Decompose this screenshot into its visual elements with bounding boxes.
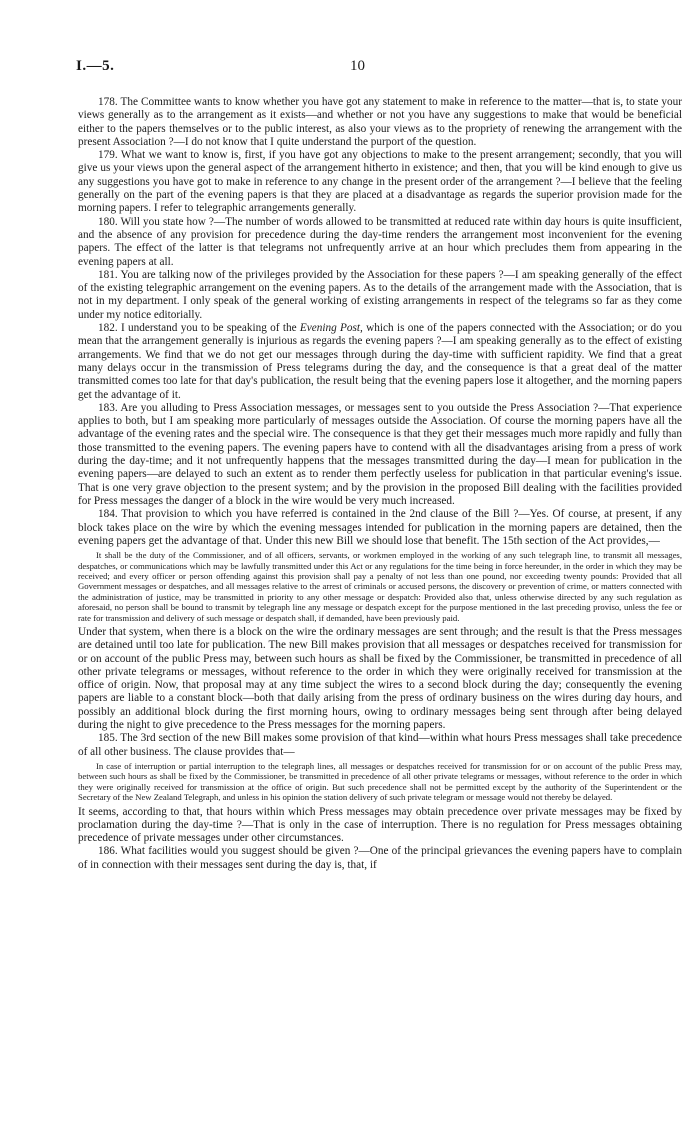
newspaper-title: Evening Post, — [299, 322, 363, 335]
paragraph-185-continued: It seems, according to that, that hours within which Press messages may obtain precedence over private messages may be fixed by proclamation during the day-time ?—That is only in the case of interruption. There is no regulation for Press messages obtaining precedence of private messages under other circumstances. — [78, 805, 682, 845]
paragraph-183: 183. Are you alluding to Press Association messages, or messages sent to you outside the Press Association ?—That experience applies to both, but I am speaking more particularly of messages outside the Association. Of course the morning papers have all the advantage of the evening rates and the special wire. The consequence is that they get their messages much more rapidly and fully than those transmitted to the evening papers. The evening papers have to contend with all the disadvantages arising from a press of work during the day-time; and it not unfrequently happens that the messages transmitted during the day—I mean for publication in the evening papers—are delayed to such an extent as to render them perfectly useless for publication in that particular evening's issue. That is one very grave objection to the present system; and by the provision in the proposed Bill dealing with the facilities provided for Press messages the danger of a block in the wire would be very much increased. — [78, 401, 682, 507]
paragraph-185: 185. The 3rd section of the new Bill makes some provision of that kind—within what hours Press messages shall take precedence of all other business. The clause provides that— — [78, 732, 682, 758]
paragraph-181: 181. You are talking now of the privileges provided by the Association for these papers ?—I am speaking generally of the effect of the existing telegraphic arrangement on the evening papers. As to the details of the arrangement made with the Association, that is not in my department. I only speak of the general working of existing arrangements in respect of the telegrams so far as they come under my notice editorially. — [78, 268, 682, 321]
act-section-15-quote: It shall be the duty of the Commissioner, and of all officers, servants, or workmen employed in the working of any such telegraph line, to transmit all messages, despatches, or communications which may be lawfully transmitted under this Act or any regulations for the time being in force hereunder, in the order in which they may be received; and every officer or person offending against this provision shall pay a penalty of not less than one pound, nor exceeding twenty pounds: Provided that all Government messages or despatches, and all messages relative to the arrest of criminals or accused persons, the discovery or prevention of crime, or matters connected with the administration of justice, may be transmitted in priority to any other message or despatch: Provided also that, unless otherwise directed by any such regulation as aforesaid, no person shall be bound to transmit by telegraph line any message or despatch except for the purpose mentioned in the last preceding proviso, unless the fee or rate for transmission and delivery of such message or despatch shall, if demanded, have been previously paid. — [78, 550, 682, 623]
page-number: 10 — [350, 58, 365, 74]
paragraph-180: 180. Will you state how ?—The number of words allowed to be transmitted at reduced rate within day hours is quite insufficient, and the absence of any provision for precedence during the day-time renders the arrangement most inconvenient for the evening papers. The effect of the latter is that telegrams not unfrequently arrive at an hour which precludes them from appearing in the evening papers at all. — [78, 215, 682, 268]
document-reference: I.—5. — [76, 58, 115, 74]
paragraph-182-rest: which is one of the papers connected with the Association; or do you mean that the arrangement generally is injurious as regards the evening papers ?—I am speaking generally as to the effect of existing arrangements. We find that we do not get our messages through during the day-time with sufficient rapidity. We find that a great many delays occur in the transmission of Press telegrams during the day, and the consequence is that a great deal of the matter transmitted comes too late for that day's publication, the result being that the evening papers lose it altogether, and the morning papers get the advantage of it. — [78, 322, 682, 401]
paragraph-184: 184. That provision to which you have referred is contained in the 2nd clause of the Bill ?—Yes. Of course, at present, if any block takes place on the wire by which the evening messages intended for publication in the morning papers are detained, then the evening papers get the advantage of that. Under this new Bill we should lose that benefit. The 15th section of the Act provides,— — [78, 508, 682, 547]
paragraph-184-continued: Under that system, when there is a block on the wire the ordinary messages are sent through; and the result is that the Press messages are detained until too late for publication. The new Bill makes provision that all messages or despatches received for transmission for or on account of the public Press may, between such hours as shall be fixed by the Commissioner, be transmitted in precedence of all other private telegrams or messages, without reference to the order in which they were originally received for transmission at the office of origin. Now, that proposal may at any time subject the wires to a second block during the day; consequently the evening papers are liable to a constant block—both that daily arising from the press of ordinary business on the wires during day hours, and possibly an additional block during the first morning hours, owing to ordinary messages being sent through after being delayed during the night to give precedence to the Press messages for the morning papers. — [78, 625, 682, 732]
page-header — [78, 58, 682, 78]
paragraph-186: 186. What facilities would you suggest should be given ?—One of the principal grievances the evening papers have to complain of in connection with their messages sent during the day is, that, if — [78, 845, 682, 871]
document-page — [78, 58, 682, 872]
paragraph-178: 178. The Committee wants to know whether you have got any statement to make in reference to the matter—that is, to state your views generally as to the arrangement as it exists—and whether or not you have any suggestions to make that would be beneficial either to the papers themselves or to the public interest, as also your views as to the propriety of renewing the arrangement with the present Association ?—I do not know that I quite understand the purport of the question. — [78, 96, 682, 148]
bill-clause-quote: In case of interruption or partial interruption to the telegraph lines, all messages or despatches received for transmission for or on account of the public Press may, between such hours as shall be fixed by the Commissioner, be transmitted in precedence of all other private telegrams or messages, without reference to the order in which they were originally received for transmission at the office of origin. But such precedence shall not be permitted except by the authority of the Superintendent or the Secretary of the New Zealand Telegraph, and unless in his opinion the station delivery of such private telegram or message would not thereby be delayed. — [78, 760, 682, 803]
paragraph-182-start: 182. I understand you to be speaking of the — [98, 322, 300, 335]
paragraph-179: 179. What we want to know is, first, if you have got any objections to make to the present arrangement; secondly, that you will give us your views upon the general aspect of the arrangement hitherto in existence; and then, that you will be kind enough to give us any suggestions you have got to make in reference to any change in the present order of the arrangement ?—I believe that the feeling generally on the part of the evening papers is that they are placed at a disadvantage as regards the superior provision made for the morning papers. I refer to telegraphic arrangements generally. — [78, 149, 682, 215]
paragraph-182 — [78, 322, 682, 402]
